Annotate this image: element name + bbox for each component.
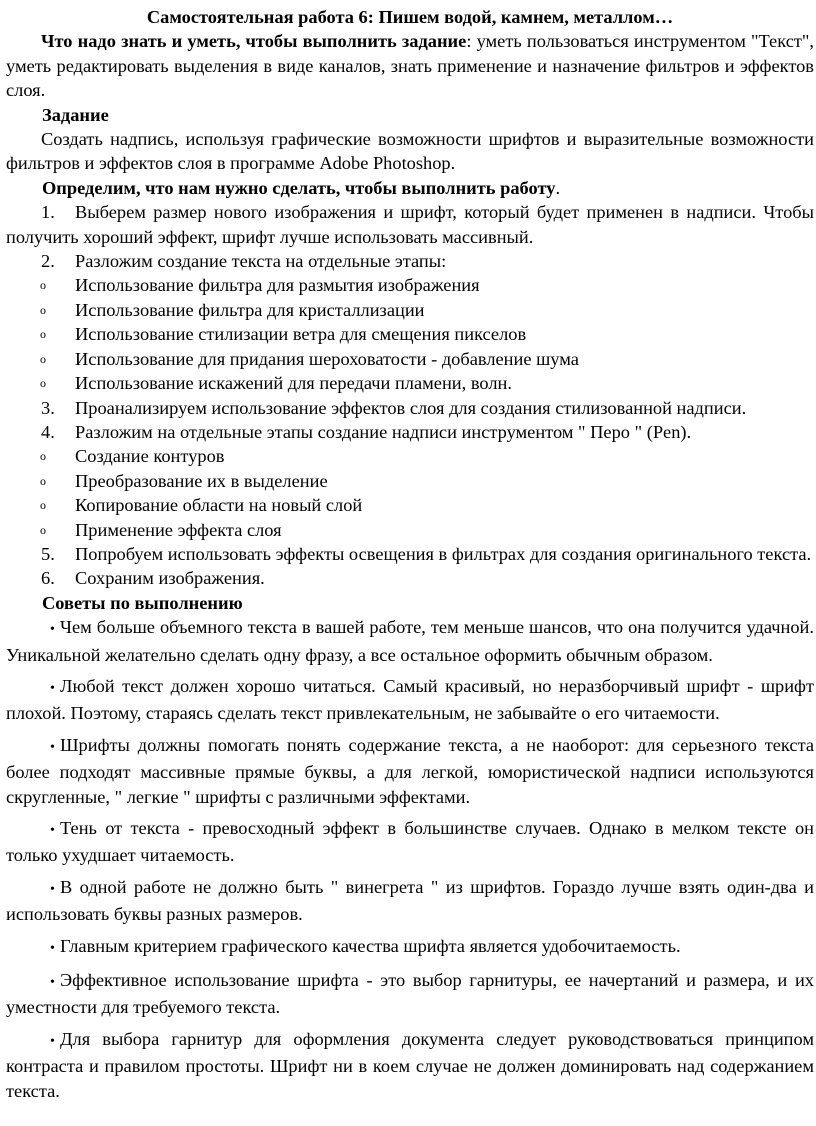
tip-item xyxy=(6,875,814,927)
plan-item-number: 3. xyxy=(41,397,55,418)
sublist-item xyxy=(6,444,814,468)
plan-item-5 xyxy=(6,542,814,566)
plan-item-1 xyxy=(6,200,814,249)
bullet-dot-icon: • xyxy=(50,823,55,838)
tip-item xyxy=(6,816,814,868)
tip-item xyxy=(6,674,814,726)
intro-bold-lead: Что надо знать и уметь, чтобы выполнить задание xyxy=(41,31,467,52)
task-heading: Задание xyxy=(42,104,109,125)
circle-bullet-icon: o xyxy=(40,473,46,488)
sublist-item xyxy=(6,347,814,371)
sublist-item-text: Создание контуров xyxy=(75,446,225,467)
plan-item-3 xyxy=(6,396,814,420)
document-body xyxy=(6,5,814,1103)
sublist-item xyxy=(6,371,814,395)
bullet-dot-icon: • xyxy=(50,739,55,755)
bullet-dot-icon: • xyxy=(50,975,55,991)
sublist-item-text: Использование для придания шероховатости - добавление шума xyxy=(75,348,579,369)
circle-bullet-icon: o xyxy=(40,327,46,342)
tip-text: Шрифты должны помогать понять содержание текста, а не наоборот: для серьезного текста более подходят массивные прямые буквы, а для легкой, юмористической надписи используются скругленные, " легкие " шрифты с различными эффектами. xyxy=(6,734,814,807)
plan-heading-text: Определим, что нам нужно сделать, чтобы выполнить работу xyxy=(42,177,556,198)
sublist-item xyxy=(6,322,814,346)
circle-bullet-icon: o xyxy=(40,302,46,317)
sublist-item-text: Преобразование их в выделение xyxy=(75,470,328,491)
sublist-item xyxy=(6,493,814,517)
sublist-item-text: Применение эффекта слоя xyxy=(75,519,282,540)
tip-text: Главным критерием графического качества шрифта является удобочитаемость. xyxy=(60,935,681,956)
plan-item-6 xyxy=(6,566,814,590)
plan-item-number: 4. xyxy=(41,421,55,442)
task-text: Создать надпись, используя графические возможности шрифтов и выразительные возможности фильтров и эффектов слоя в программе Adobe Photoshop. xyxy=(6,129,814,174)
plan-item-text: Проанализируем использование эффектов слоя для создания стилизованной надписи. xyxy=(75,397,747,418)
circle-bullet-icon: o xyxy=(40,376,46,391)
intro-text: : уметь пользоваться инструментом "Текст", уметь редактировать выделения в виде каналов, знать применение и назначение фильтров и эффектов слоя. xyxy=(6,31,814,101)
sublist-item-text: Использование фильтра для кристаллизации xyxy=(75,299,425,320)
bullet-dot-icon: • xyxy=(50,1033,55,1049)
plan-heading-period: . xyxy=(555,177,561,198)
plan-item-text: Попробуем использовать эффекты освещения в фильтрах для создания оригинального текста. xyxy=(75,543,812,564)
tip-text: Чем больше объемного текста в вашей работе, тем меньше шансов, что она получится удачной. Уникальной желательно сделать одну фразу, а все остальное оформить обычным образом. xyxy=(6,617,814,665)
tip-text: В одной работе не должно быть " винегрета " из шрифтов. Гораздо лучше взять один-два и использовать буквы разных размеров. xyxy=(6,876,814,925)
plan-item-text: Сохраним изображения. xyxy=(75,568,265,589)
sublist-item xyxy=(6,469,814,493)
circle-bullet-icon: o xyxy=(40,278,46,293)
bullet-dot-icon: • xyxy=(50,881,55,897)
tips-heading: Советы по выполнению xyxy=(42,592,243,613)
plan-item-number: 5. xyxy=(41,543,55,564)
tip-item xyxy=(6,1027,814,1103)
tip-text: Любой текст должен хорошо читаться. Самый красивый, но неразборчивый шрифт - шрифт плохой. Поэтому, стараясь сделать текст привлекательным, не забывайте о его читаемости. xyxy=(6,675,814,724)
plan-item-number: 1. xyxy=(41,202,55,223)
tip-text: Эффективное использование шрифта - это выбор гарнитуры, ее начертаний и размера, и их уместности для требуемого текста. xyxy=(6,970,814,1018)
tip-text: Для выбора гарнитур для оформления документа следует руководствоваться принципом контраста и правилом простоты. Шрифт ни в коем случае не должен доминировать над содержанием текста. xyxy=(6,1028,814,1101)
plan-item-4 xyxy=(6,420,814,444)
bullet-dot-icon: • xyxy=(50,940,55,956)
sublist-item-text: Использование стилизации ветра для смещения пикселов xyxy=(75,324,527,345)
document-title: Самостоятельная работа 6: Пишем водой, камнем, металлом… xyxy=(146,7,674,27)
plan-item-text: Выберем размер нового изображения и шрифт, который будет применен в надписи. Чтобы получить хороший эффект, шрифт лучше использовать массивный. xyxy=(6,202,814,247)
plan-item-text: Разложим создание текста на отдельные этапы: xyxy=(75,251,447,272)
sublist-item-text: Копирование области на новый слой xyxy=(75,495,363,516)
circle-bullet-icon: o xyxy=(40,522,46,537)
sublist-item xyxy=(6,298,814,322)
circle-bullet-icon: o xyxy=(40,351,46,366)
tip-item xyxy=(6,934,814,961)
plan-item-number: 2. xyxy=(41,251,55,272)
bullet-dot-icon: • xyxy=(50,622,55,638)
plan-heading xyxy=(6,176,814,200)
tip-item xyxy=(6,615,814,667)
sublist-item-text: Использование фильтра для размытия изображения xyxy=(75,275,480,296)
circle-bullet-icon: o xyxy=(40,449,46,464)
sublist-item xyxy=(6,273,814,297)
circle-bullet-icon: o xyxy=(40,498,46,513)
plan-item-text: Разложим на отдельные этапы создание надписи инструментом " Перо " (Pen). xyxy=(75,421,692,442)
tip-item xyxy=(6,733,814,809)
tip-text: Тень от текста - превосходный эффект в большинстве случаев. Однако в мелком тексте он только ухудшает читаемость. xyxy=(6,818,814,866)
plan-item-number: 6. xyxy=(41,568,55,589)
sublist-item-text: Использование искажений для передачи пламени, волн. xyxy=(75,373,512,394)
intro-paragraph xyxy=(6,29,814,102)
bullet-dot-icon: • xyxy=(50,680,55,696)
sublist-item xyxy=(6,518,814,542)
plan-item-2 xyxy=(6,249,814,273)
tip-item xyxy=(6,968,814,1020)
